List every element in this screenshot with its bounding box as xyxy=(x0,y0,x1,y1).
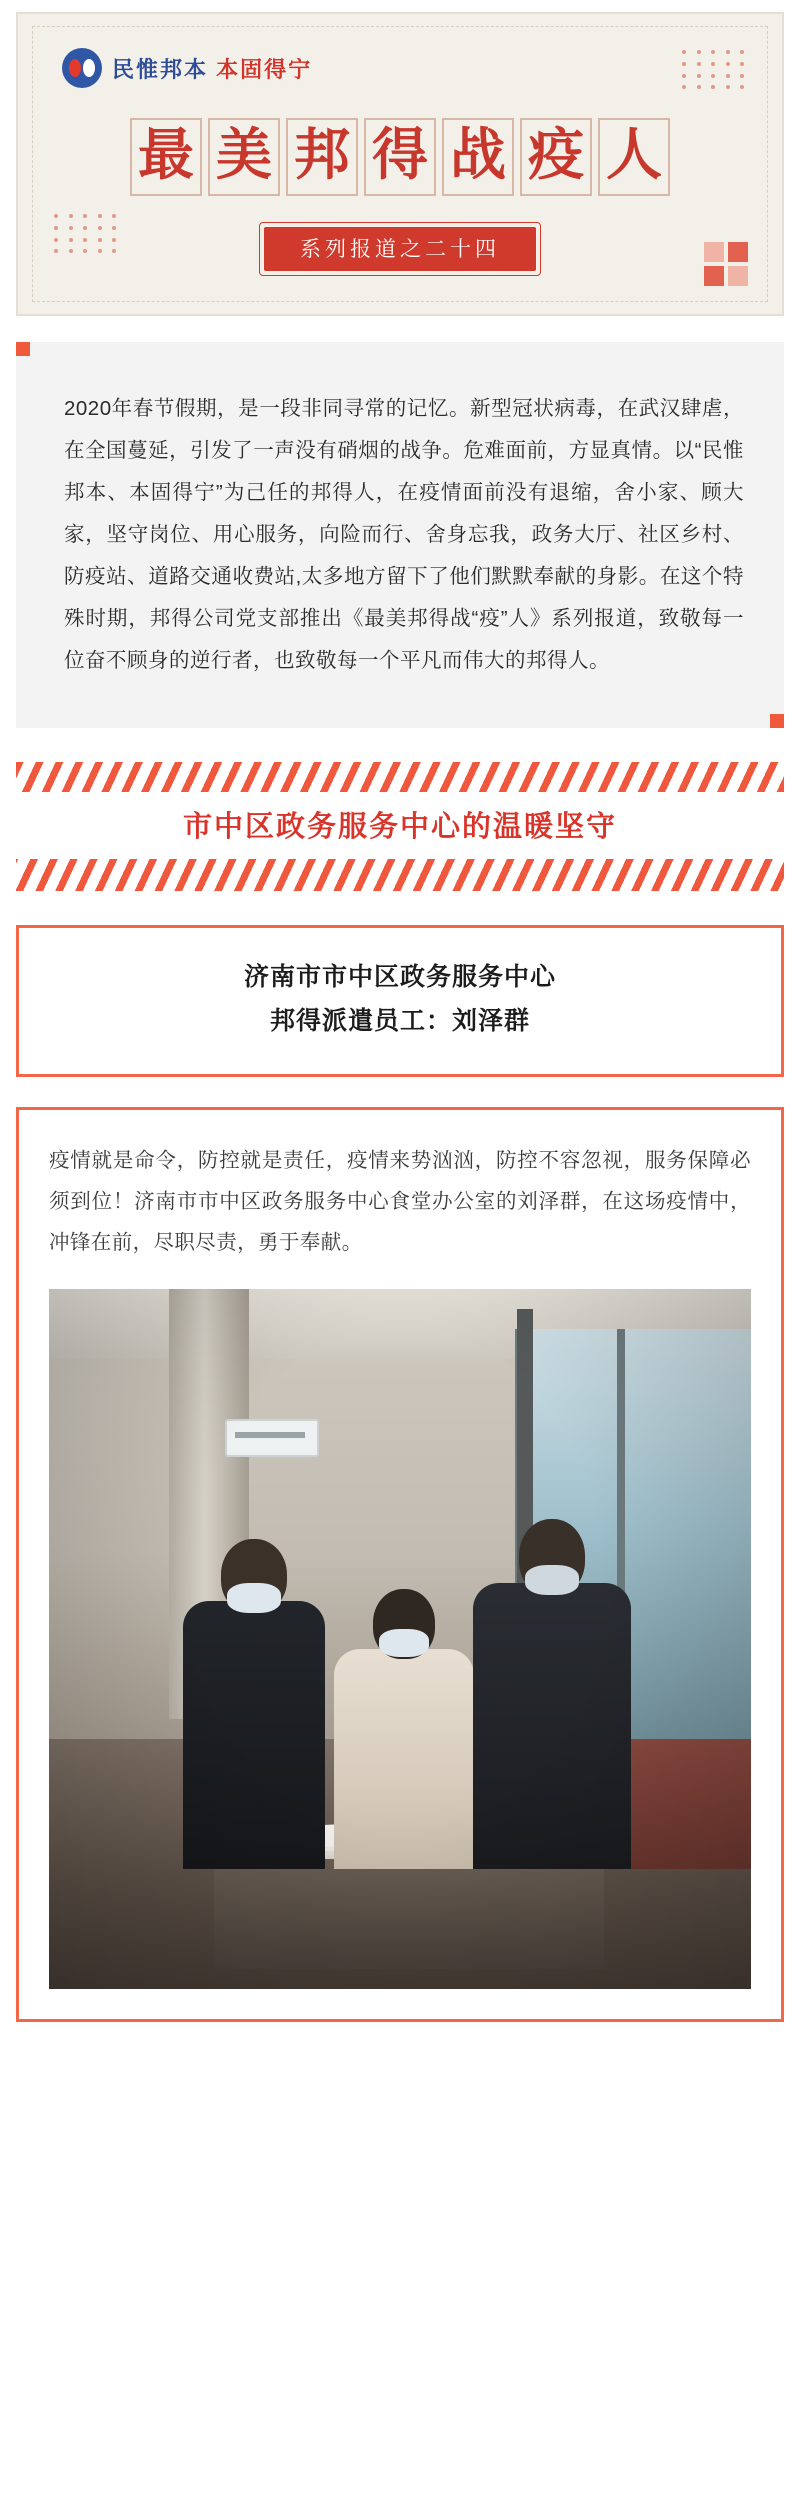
banner-title-char: 得 xyxy=(364,118,436,196)
intro-block xyxy=(16,342,784,728)
story-paragraph: 疫情就是命令，防控就是责任，疫情来势汹汹，防控不容忽视，服务保障必须到位！济南市市中区政务服务中心食堂办公室的刘泽群，在这场疫情中，冲锋在前，尽职尽责，勇于奉献。 xyxy=(49,1148,751,1254)
banner-title-char: 疫 xyxy=(520,118,592,196)
banner-subtitle: 系列报道之二十四 xyxy=(264,227,536,271)
employee-org: 济南市市中区政务服务中心 xyxy=(243,963,556,992)
header-banner xyxy=(16,12,784,316)
story-card xyxy=(16,1107,784,2022)
brand-logo-row xyxy=(62,48,312,88)
section-heading-inner xyxy=(16,792,784,859)
employee-name: 邦得派遣员工：刘泽群 xyxy=(269,1006,530,1035)
employee-name-card xyxy=(16,925,784,1077)
square-decoration-bottom-right xyxy=(704,242,748,286)
banner-title-char: 邦 xyxy=(286,118,358,196)
banner-title xyxy=(130,118,670,196)
banner-title-char: 美 xyxy=(208,118,280,196)
intro-paragraph: 2020年春节假期，是一段非同寻常的记忆。新型冠状病毒，在武汉肆虐，在全国蔓延，引发了一声没有硝烟的战争。危难面前，方显真情。以“民惟邦本、本固得宁”为己任的邦得人，在疫情面前没有退缩，舍小家、顾大家，坚守岗位、用心服务，向险而行、舍身忘我，政务大厅、社区乡村、防疫站、道路交通收费站,太多地方留下了他们默默奉献的身影。在这个特殊时期，邦得公司党支部推出《最美邦得战“疫”人》系列报道，致敬每一位奋不顾身的逆行者，也致敬每一个平凡而伟大的邦得人。 xyxy=(64,397,744,673)
section-heading-band xyxy=(16,762,784,891)
banner-subtitle-frame xyxy=(259,222,541,276)
banner-title-char: 人 xyxy=(598,118,670,196)
brand-slogan-left: 民惟邦本 xyxy=(112,56,209,82)
photo-vignette xyxy=(49,1289,751,1989)
brand-slogan-right: 本固得宁 xyxy=(216,56,313,82)
bangde-circle-logo-icon xyxy=(62,48,102,88)
banner-title-char: 最 xyxy=(130,118,202,196)
banner-title-char: 战 xyxy=(442,118,514,196)
section-heading-title: 市中区政务服务中心的温暖坚守 xyxy=(182,811,617,844)
story-photo xyxy=(49,1289,751,1989)
dot-grid-decoration-top-right xyxy=(682,50,752,94)
dot-grid-decoration-bottom-left xyxy=(54,214,124,258)
brand-slogan xyxy=(112,53,312,84)
